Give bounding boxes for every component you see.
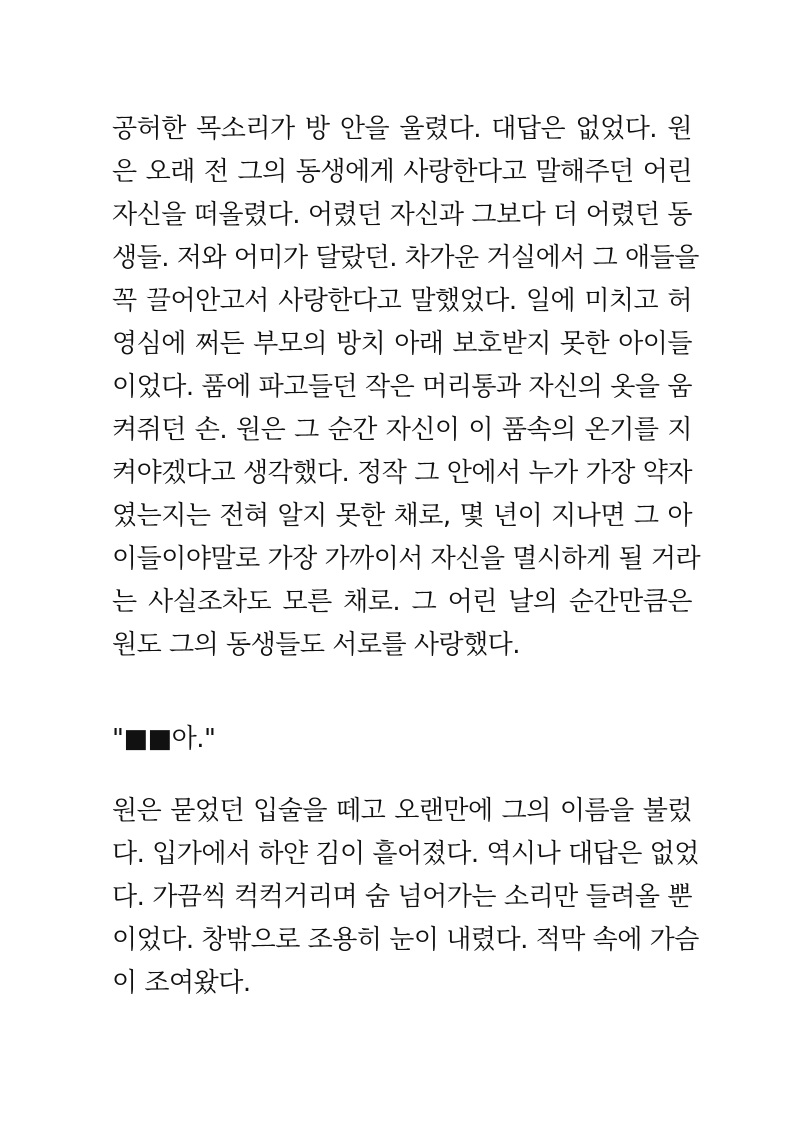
paragraph-1: [112, 108, 701, 667]
text-line: 원도 그의 동생들도 서로를 사랑했다.: [112, 630, 521, 660]
paragraph-2-dialogue: [112, 718, 692, 761]
text-line: 은 오래 전 그의 동생에게 사랑한다고 말해주던 어린: [112, 157, 692, 187]
text-line: 자신을 떠올렸다. 어렸던 자신과 그보다 더 어렸던 동: [112, 200, 692, 230]
paragraph-3: [112, 790, 699, 1005]
dialogue-line: "■■아.": [112, 724, 216, 754]
text-line: 다. 입가에서 하얀 김이 흩어졌다. 역시나 대답은 없었: [112, 839, 699, 869]
text-line: 영심에 쩌든 부모의 방치 아래 보호받지 못한 아이들: [112, 329, 692, 359]
text-line: 이 조여왔다.: [112, 968, 251, 998]
text-line: 이들이야말로 가장 가까이서 자신을 멸시하게 될 거라: [112, 544, 701, 574]
text-line: 생들. 저와 어미가 달랐던. 차가운 거실에서 그 애들을: [112, 243, 699, 273]
text-line: 켜야겠다고 생각했다. 정작 그 안에서 누가 가장 약자: [112, 458, 692, 488]
text-line: 이었다. 창밖으로 조용히 눈이 내렸다. 적막 속에 가슴: [112, 925, 699, 955]
text-line: 꼭 끌어안고서 사랑한다고 말했었다. 일에 미치고 허: [112, 286, 692, 316]
text-line: 다. 가끔씩 컥컥거리며 숨 넘어가는 소리만 들려올 뿐: [112, 882, 692, 912]
text-line: 였는지는 전혀 알지 못한 채로, 몇 년이 지나면 그 아: [112, 501, 692, 531]
text-line: 공허한 목소리가 방 안을 울렸다. 대답은 없었다. 원: [112, 114, 692, 144]
text-line: 켜쥐던 손. 원은 그 순간 자신이 이 품속의 온기를 지: [112, 415, 692, 445]
text-line: 는 사실조차도 모른 채로. 그 어린 날의 순간만큼은: [112, 587, 692, 617]
text-line: 이었다. 품에 파고들던 작은 머리통과 자신의 옷을 움: [112, 372, 692, 402]
text-line: 원은 묻었던 입술을 떼고 오랜만에 그의 이름을 불렀: [112, 796, 692, 826]
